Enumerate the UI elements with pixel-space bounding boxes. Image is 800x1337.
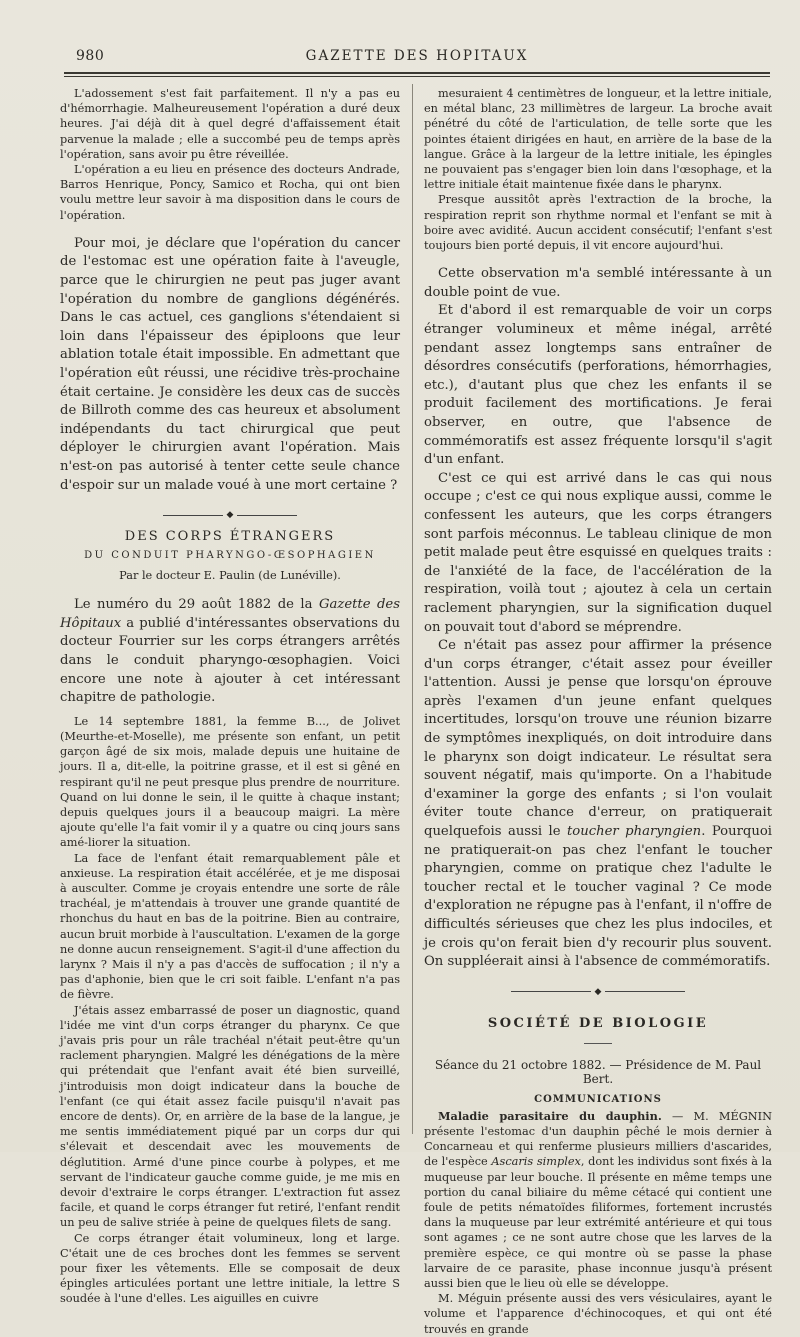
paragraph: La face de l'enfant était remarquablement pâle et anxieuse. La respiration était accélérée, et je me disposai à ausculter. Comme je croyais entendre une sorte de râle trachéal, je m'attendais à trouver une grande quantité de rhonchus du haut en bas de la poitrine. Bien au contraire, aucun bruit morbide à l'auscultation. L'examen de la gorge ne donne aucun renseignement. S'agit-il d'une affection du larynx ? Mais il n'y a pas d'accès de suffocation ; il n'y a pas d'aphonie, bien que le cri soit faible. L'enfant n'a pas de fièvre. xyxy=(60,851,400,1002)
short-rule xyxy=(584,1043,612,1044)
paragraph: Le 14 septembre 1881, la femme B..., de Jolivet (Meurthe-et-Moselle), me présente son enfant, un petit garçon âgé de six mois, malade depuis une huitaine de jours. Il a, dit-elle, la poitrine grasse, et il est si gêné en respirant qu'il ne peut presque plus prendre de nourriture. Quand on lui donne le sein, il le quitte à chaque instant; depuis quelques jours il a beaucoup maigri. La mère ajoute qu'elle l'a fait vomir il y a quatre ou cinq jours sans amé-liorer la situation. xyxy=(60,714,400,850)
page-number: 980 xyxy=(76,48,105,64)
communications-heading: COMMUNICATIONS xyxy=(534,1093,662,1105)
paragraph: J'étais assez embarrassé de poser un diagnostic, quand l'idée me vint d'un corps étranger du pharynx. Ce que j'avais pris pour un râle trachéal n'était peut-être qu'un raclement pharyngien. Malgré les dénégations de la mère qui prétendait que l'enfant avait été bien surveillé, j'introduisis mon doigt indicateur dans la bouche de l'enfant (ce qui était assez facile puisqu'il n'avait pas encore de dents). Or, en arrière de la base de la langue, je me sentis immédiatement piqué par un corps dur qui s'élevait et descendait avec les mouvements de déglutition. Armé d'une pince courbe à polypes, et me servant de l'indicateur gauche comme guide, je me mis en devoir d'extraire le corps étranger. L'extraction fut assez facile, et quand le corps étranger fut retiré, l'enfant rendit un peu de salive striée à peine de quelques filets de sang. xyxy=(60,1003,400,1230)
right-column xyxy=(424,86,772,1337)
paragraph: M. Méguin présente aussi des vers vésiculaires, ayant le volume et l'apparence d'échinocoques, et qui ont été trouvés en grande xyxy=(424,1292,772,1336)
paragraph: C'est ce qui est arrivé dans le cas qui nous occupe ; c'est ce qui nous explique aussi, comme le confessent les auteurs, que les corps étrangers sont parfois méconnus. Le tableau clinique de mon petit malade peut être esquissé en quelques traits : de l'anxiété de la face, de l'accélération de la respiration, voilà tout ; ajoutez à cela un certain raclement pharyngien, sur la signification duquel on pouvait tout d'abord se méprendre. xyxy=(424,470,772,635)
paragraph: Maladie parasitaire du dauphin. — M. MÉGNIN présente l'estomac d'un dauphin pêché le mois dernier à Concarneau et qui renferme plusieurs milliers d'ascarides, de l'espèce Ascaris simplex, dont les individus sont fixés à la muqueuse par leur bouche. Il présente en même temps une portion du canal biliaire du même cétacé qui contient une foule de petits nématoïdes filiformes, fortement incrustés dans la muqueuse par leur extrémité antérieure et qui tous sont agames ; ce ne sont autre chose que les larves de la première espèce, ce qui montre où se passe la phase larvaire de ce parasite, phase inconnue jusqu'à présent aussi bien que le lieu où elle se développe. xyxy=(424,1108,772,1291)
paragraph: Le numéro du 29 août 1882 de la Gazette des Hôpitaux a publié d'intéressantes observations du docteur Fourrier sur les corps étrangers arrêtés dans le conduit pharyngo-œsophagien. Voici encore une note à ajouter à cet intéressant chapitre de pathologie. xyxy=(60,597,400,706)
paragraph: L'adossement s'est fait parfaitement. Il n'y a pas eu d'hémorrhagie. Malheureusement l'opération a duré deux heures. J'ai déjà dit à quel degré d'affaissement était parvenue la malade ; elle a succombé peu de temps après l'opération, sans avoir pu être réveillée. xyxy=(60,87,400,161)
session-line: Séance du 21 octobre 1882. — Présidence de M. Paul Bert. xyxy=(434,1057,762,1086)
section-ornament: ◆ xyxy=(424,982,772,1002)
column-divider xyxy=(412,84,413,1134)
paragraph: Pour moi, je déclare que l'opération du cancer de l'estomac est une opération faite à l'aveugle, parce que le chirurgien ne peut pas juger avant l'opération du nombre de ganglions dégénérés. Dans le cas actuel, ces ganglions s'étendaient si loin dans l'épaisseur des épiploons que leur ablation totale était impossible. En admettant que l'opération eût réussi, une récidive très-prochaine était certaine. Je considère les deux cas de succès de Billroth comme des cas heureux et absolument indépendants du tact chirurgical que peut déployer le chirurgien avant l'opération. Mais n'est-on pas autorisé à tenter cette seule chance d'espoir sur un malade voué à une mort certaine ? xyxy=(60,235,400,493)
paragraph: L'opération a eu lieu en présence des docteurs Andrade, Barros Henrique, Poncy, Samico et Rocha, qui ont bien voulu mettre leur savoir à ma disposition dans le cours de l'opération. xyxy=(60,163,400,222)
paragraph: mesuraient 4 centimètres de longueur, et la lettre initiale, en métal blanc, 23 millimètres de largeur. La broche avait pénétré du côté de l'articulation, de telle sorte que les pointes étaient dirigées en haut, en arrière de la base de la langue. Grâce à la largeur de la lettre initiale, les épingles ne pouvaient pas s'engager bien loin dans l'œsophage, et la lettre initiale était maintenue fixée dans le pharynx. xyxy=(424,87,772,192)
society-title: SOCIÉTÉ DE BIOLOGIE xyxy=(487,1015,709,1031)
article-subtitle: DU CONDUIT PHARYNGO-ŒSOPHAGIEN xyxy=(84,550,376,562)
paragraph: Et d'abord il est remarquable de voir un corps étranger volumineux et même inégal, arrêté pendant assez longtemps sans entraîner de désordres consécutifs (perforations, hémorrhagies, etc.), d'autant plus que chez les enfants il se produit facilement des mortifications. Je ferai observer, en outre, que l'absence de commémoratifs est assez fréquente lorsqu'il s'agit d'un enfant. xyxy=(424,303,772,468)
paragraph: Presque aussitôt après l'extraction de la broche, la respiration reprit son rhythme normal et l'enfant se mit à boire avec avidité. Aucun accident consécutif; l'enfant s'est toujours bien porté depuis, il vit encore aujourd'hui. xyxy=(424,193,772,253)
paragraph: Cette observation m'a semblé intéressante à un double point de vue. xyxy=(424,266,772,300)
left-column xyxy=(60,86,400,1307)
paragraph: Ce corps étranger était volumineux, long et large. C'était une de ces broches dont les femmes se servent pour fixer les vêtements. Elle se composait de deux épingles articulées portant une lettre initiale, la lettre S soudée à l'une d'elles. Les aiguilles en cuivre xyxy=(60,1231,400,1306)
header-rule xyxy=(64,72,770,74)
paragraph: Ce n'était pas assez pour affirmer la présence d'un corps étranger, c'était assez pour éveiller l'attention. Aussi je pense que lorsqu'on éprouve après l'examen d'un jeune enfant quelques incertitudes, lorsqu'on trouve une réunion bizarre de symptômes inexpliqués, on doit introduire dans le pharynx son doigt indicateur. Le résultat sera souvent négatif, mais qu'importe. On a l'habitude d'examiner la gorge des enfants ; si l'on voulait éviter toute chance d'erreur, on pratiquerait quelquefois aussi le toucher pharyngien. Pourquoi ne pratiquerait-on pas chez l'enfant le toucher pharyngien, comme on pratique chez l'adulte le toucher rectal et le toucher vaginal ? Ce mode d'exploration ne répugne pas à l'enfant, il n'offre de difficultés sérieuses que chez les plus indociles, et je crois qu'on ferait bien d'y recourir plus souvent. On suppléerait ainsi à l'absence de commémoratifs. xyxy=(424,638,772,970)
page-header xyxy=(64,44,770,70)
article-author: Par le docteur E. Paulin (de Lunéville). xyxy=(119,569,341,583)
article-title: DES CORPS ÉTRANGERS xyxy=(124,529,336,545)
header-rule-thin xyxy=(64,76,770,77)
section-ornament: ◆ xyxy=(60,505,400,525)
journal-title: GAZETTE DES HOPITAUX xyxy=(305,48,529,64)
